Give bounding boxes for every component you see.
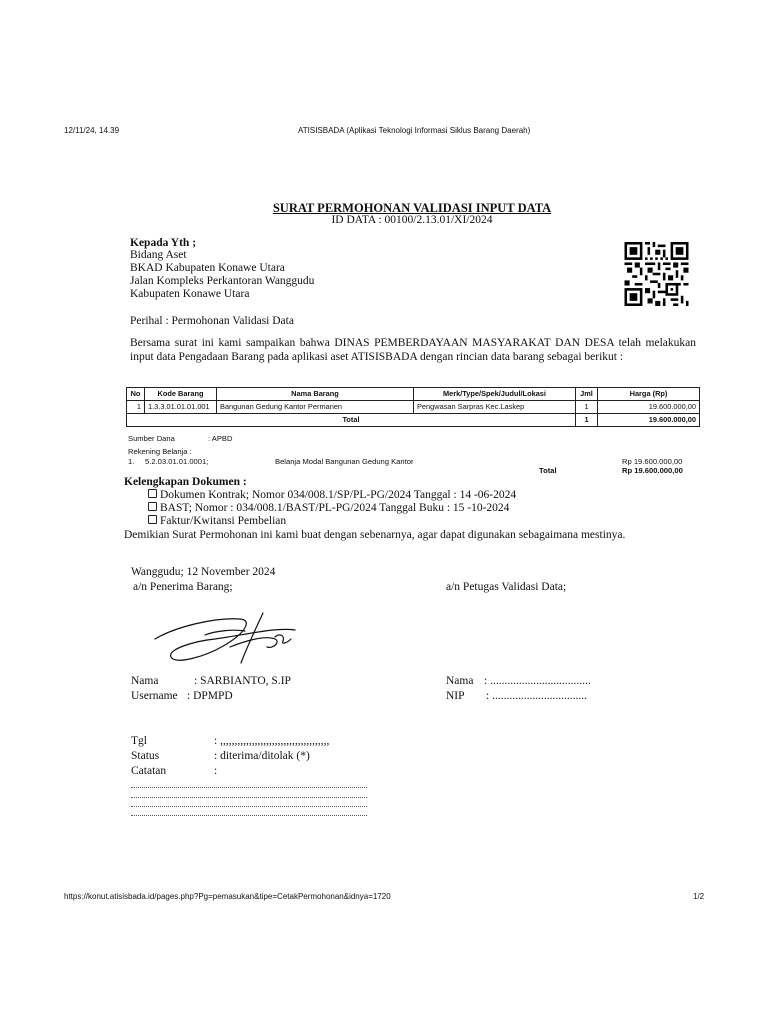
document-item-label: BAST; Nomor : 034/008.1/BAST/PL-PG/2024 Tanggal Buku : 15 -10-2024 — [160, 502, 510, 514]
tgl-label: Tgl — [131, 735, 147, 747]
rekening-code: 5.2.03.01.01.0001; — [145, 457, 209, 466]
right-role: a/n Petugas Validasi Data; — [446, 581, 567, 593]
dotted-line — [131, 815, 367, 816]
column-header: No — [127, 388, 145, 401]
print-page-title: ATISISBADA (Aplikasi Teknologi Informasi Siklus Barang Daerah) — [298, 126, 531, 135]
cell-harga: 19.600.000,00 — [598, 401, 700, 414]
print-url: https://konut.atisisbada.id/pages.php?Pg=pemasukan&tipe=CetakPermohonan&idnya=1720 — [64, 892, 391, 901]
signature-image — [145, 605, 315, 670]
right-nama-label: Nama — [446, 675, 474, 687]
status-label: Status — [131, 750, 160, 762]
username-value: : DPMPD — [187, 690, 233, 702]
document-item — [148, 489, 516, 501]
print-timestamp: 12/11/24, 14.39 — [64, 126, 120, 135]
place-date: Wanggudu; 12 November 2024 — [131, 566, 276, 578]
checkbox-icon — [148, 515, 157, 524]
right-nip-label: NIP — [446, 690, 465, 702]
qr-code — [616, 242, 697, 306]
table-header-row — [127, 388, 700, 401]
funding-total-amount: Rp 19.600.000,00 — [622, 466, 683, 475]
items-table — [126, 387, 700, 427]
document-item — [148, 502, 509, 514]
table-total-row — [127, 414, 700, 427]
tgl-value: : ,,,,,,,,,,,,,,,,,,,,,,,,,,,,,,,,,,,,,, — [214, 735, 330, 747]
column-header: Jml — [576, 388, 598, 401]
rekening-name: Belanja Modal Bangunan Gedung Kantor — [275, 457, 414, 466]
addressee-line: Kabupaten Konawe Utara — [130, 288, 250, 300]
closing-paragraph: Demikian Surat Permohonan ini kami buat dengan sebenarnya, agar dapat digunakan sebagaimana mestinya. — [124, 529, 626, 541]
document-item-label: Dokumen Kontrak; Nomor 034/008.1/SP/PL-PG/2024 Tanggal : 14 -06-2024 — [160, 489, 517, 501]
kelengkapan-heading: Kelengkapan Dokumen : — [124, 476, 247, 488]
intro-paragraph: Bersama surat ini kami sampaikan bahwa DINAS PEMBERDAYAAN MASYARAKAT DAN DESA telah melakukan input data Pengadaan Barang pada aplikasi aset ATISISBADA dengan rincian data barang sebagai berikut : — [130, 337, 696, 363]
document-item-label: Faktur/Kwitansi Pembelian — [160, 515, 287, 527]
rekening-amount: Rp 19.600.000,00 — [622, 457, 683, 466]
column-header: Harga (Rp) — [598, 388, 700, 401]
table-row — [127, 401, 700, 414]
catatan-value: : — [214, 765, 218, 777]
print-page-number: 1/2 — [693, 892, 705, 901]
cell-merk: Pengwasan Sarpras Kec.Laskep — [414, 401, 576, 414]
column-header: Kode Barang — [145, 388, 217, 401]
catatan-label: Catatan — [131, 765, 167, 777]
letter-title: SURAT PERMOHONAN VALIDASI INPUT DATA — [272, 201, 552, 215]
sumber-dana-value: : APBD — [208, 434, 233, 443]
dotted-line — [131, 787, 367, 788]
right-nama-value: : ................................... — [484, 675, 591, 687]
rekening-label: Rekening Belanja : — [128, 447, 192, 456]
right-nip-value: : ................................. — [486, 690, 587, 702]
document-item — [148, 515, 286, 527]
cell-jml: 1 — [576, 401, 598, 414]
id-data: ID DATA : 00100/2.13.01/XI/2024 — [331, 214, 493, 226]
total-label: Total — [127, 414, 576, 427]
cell-no: 1 — [127, 401, 145, 414]
username-label: Username — [131, 690, 178, 702]
addressee-heading: Kepada Yth ; — [130, 237, 197, 249]
addressee-line: Bidang Aset — [130, 249, 187, 261]
perihal: Perihal : Permohonan Validasi Data — [130, 315, 294, 327]
rekening-no: 1. — [128, 457, 135, 466]
column-header: Merk/Type/Spek/Judul/Lokasi — [414, 388, 576, 401]
funding-total-label: Total — [539, 466, 557, 475]
dotted-line — [131, 797, 367, 798]
checkbox-icon — [148, 489, 157, 498]
total-qty: 1 — [576, 414, 598, 427]
column-header: Nama Barang — [217, 388, 414, 401]
dotted-line — [131, 806, 367, 807]
left-role: a/n Penerima Barang; — [133, 581, 233, 593]
cell-nama-barang: Bangunan Gedung Kantor Permanen — [217, 401, 414, 414]
checkbox-icon — [148, 502, 157, 511]
addressee-line: BKAD Kabupaten Konawe Utara — [130, 262, 285, 274]
total-value: 19.600.000,00 — [598, 414, 700, 427]
nama-label: Nama — [131, 675, 159, 687]
cell-kode-barang: 1.3.3.01.01.01.001 — [145, 401, 217, 414]
status-value: : diterima/ditolak (*) — [214, 750, 310, 762]
addressee-line: Jalan Kompleks Perkantoran Wanggudu — [130, 275, 315, 287]
sumber-dana-label: Sumber Dana — [128, 434, 175, 443]
nama-value: : SARBIANTO, S.IP — [194, 675, 291, 687]
